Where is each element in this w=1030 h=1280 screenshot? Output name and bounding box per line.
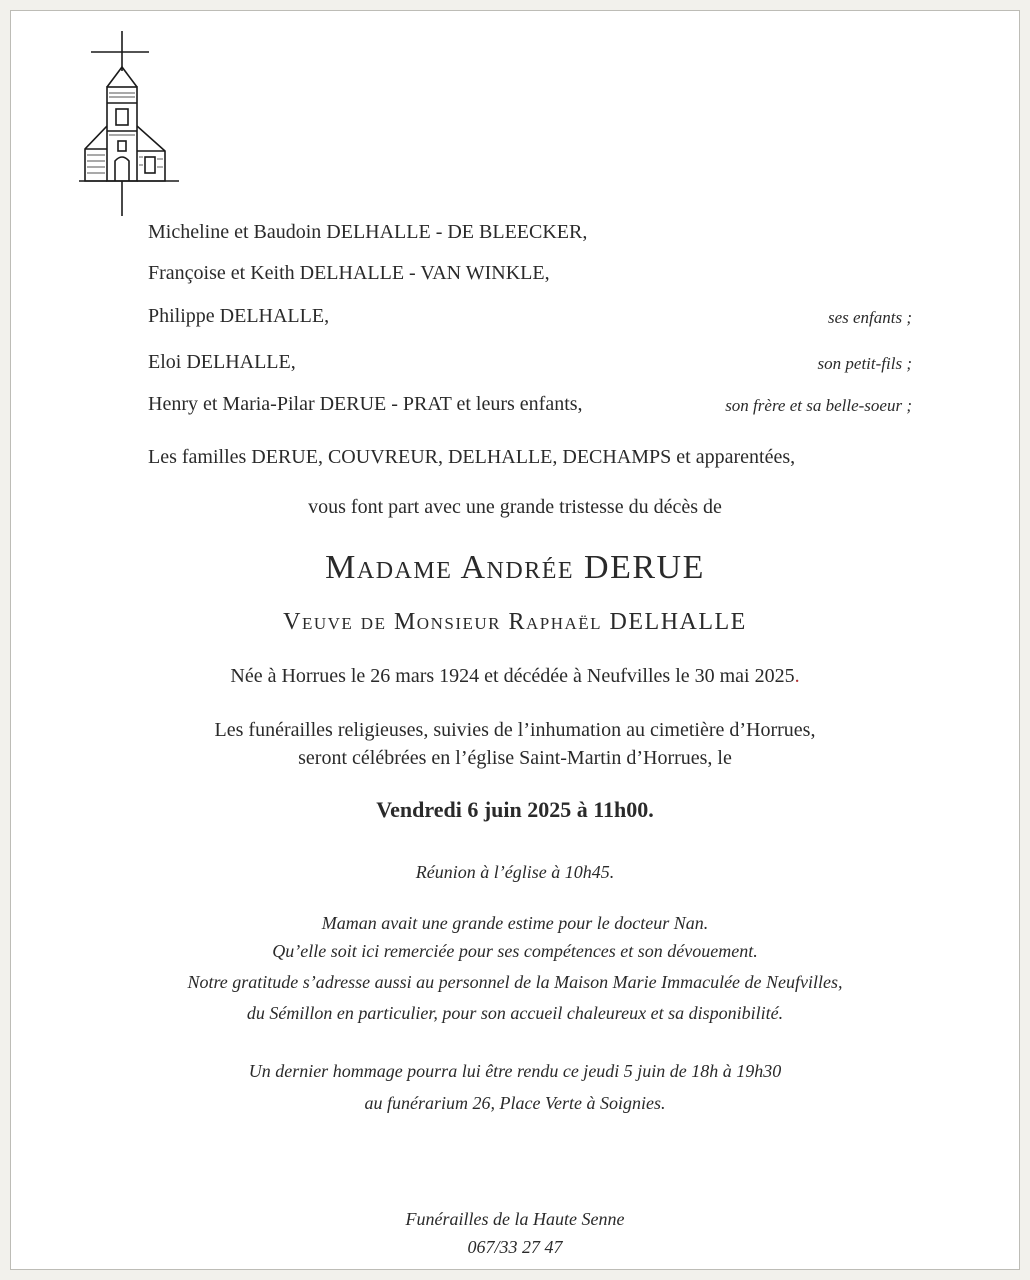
thanks-line-3: Notre gratitude s’adresse aussi au personnel de la Maison Marie Immaculée de Neufvilles, (187, 972, 843, 992)
widow-of: Veuve de Monsieur Raphaël DELHALLE (283, 609, 747, 635)
church-with-cross-icon (79, 31, 189, 216)
announcement: vous font part avec une grande tristesse du décès de (308, 496, 722, 518)
funeral-line-2: seront célébrées en l’église Saint-Martin d’Horrues, le (298, 747, 732, 769)
thanks-line-4: du Sémillon en particulier, pour son accueil chaleureux et sa disponibilité. (246, 1003, 784, 1023)
funeral-line-1: Les funérailles religieuses, suivies de l’inhumation au cimetière d’Horrues, (214, 719, 816, 741)
families-line: Les familles DERUE, COUVREUR, DELHALLE, DECHAMPS et apparentées, (148, 446, 796, 468)
family-line-2: Françoise et Keith DELHALLE - VAN WINKLE, (148, 262, 550, 284)
tribute-line-1: Un dernier hommage pourra lui être rendu ce jeudi 5 juin de 18h à 19h30 (248, 1061, 782, 1081)
birth-death (11, 665, 1019, 688)
thanks-line-1: Maman avait une grande estime pour le docteur Nan. (321, 913, 709, 933)
obituary-card (10, 10, 1020, 1270)
thanks-line-2: Qu’elle soit ici remerciée pour ses compétences et son dévouement. (272, 941, 758, 961)
funeral-date: Vendredi 6 juin 2025 à 11h00. (376, 797, 654, 822)
relation-brother: son frère et sa belle-soeur ; (725, 396, 912, 415)
family-line-4: Eloi DELHALLE, (148, 351, 296, 373)
relation-grandson: son petit-fils ; (817, 354, 912, 373)
tribute-line-2: au funérarium 26, Place Verte à Soignies. (364, 1093, 666, 1113)
family-line-3: Philippe DELHALLE, (148, 305, 330, 327)
family-line-5: Henry et Maria-Pilar DERUE - PRAT et leurs enfants, (148, 393, 583, 415)
relation-children: ses enfants ; (827, 308, 912, 327)
funeral-company-phone: 067/33 27 47 (467, 1237, 563, 1257)
deceased-name: Madame Andrée DERUE (325, 549, 705, 586)
birth-death-text: Née à Horrues le 26 mars 1924 et décédée à Neufvilles le 30 mai 2025 (230, 665, 795, 687)
funeral-company: Funérailles de la Haute Senne (405, 1209, 625, 1229)
birth-death-end: . (794, 665, 800, 687)
family-line-1: Micheline et Baudoin DELHALLE - DE BLEECKER, (148, 221, 588, 243)
meeting-time: Réunion à l’église à 10h45. (415, 862, 615, 882)
